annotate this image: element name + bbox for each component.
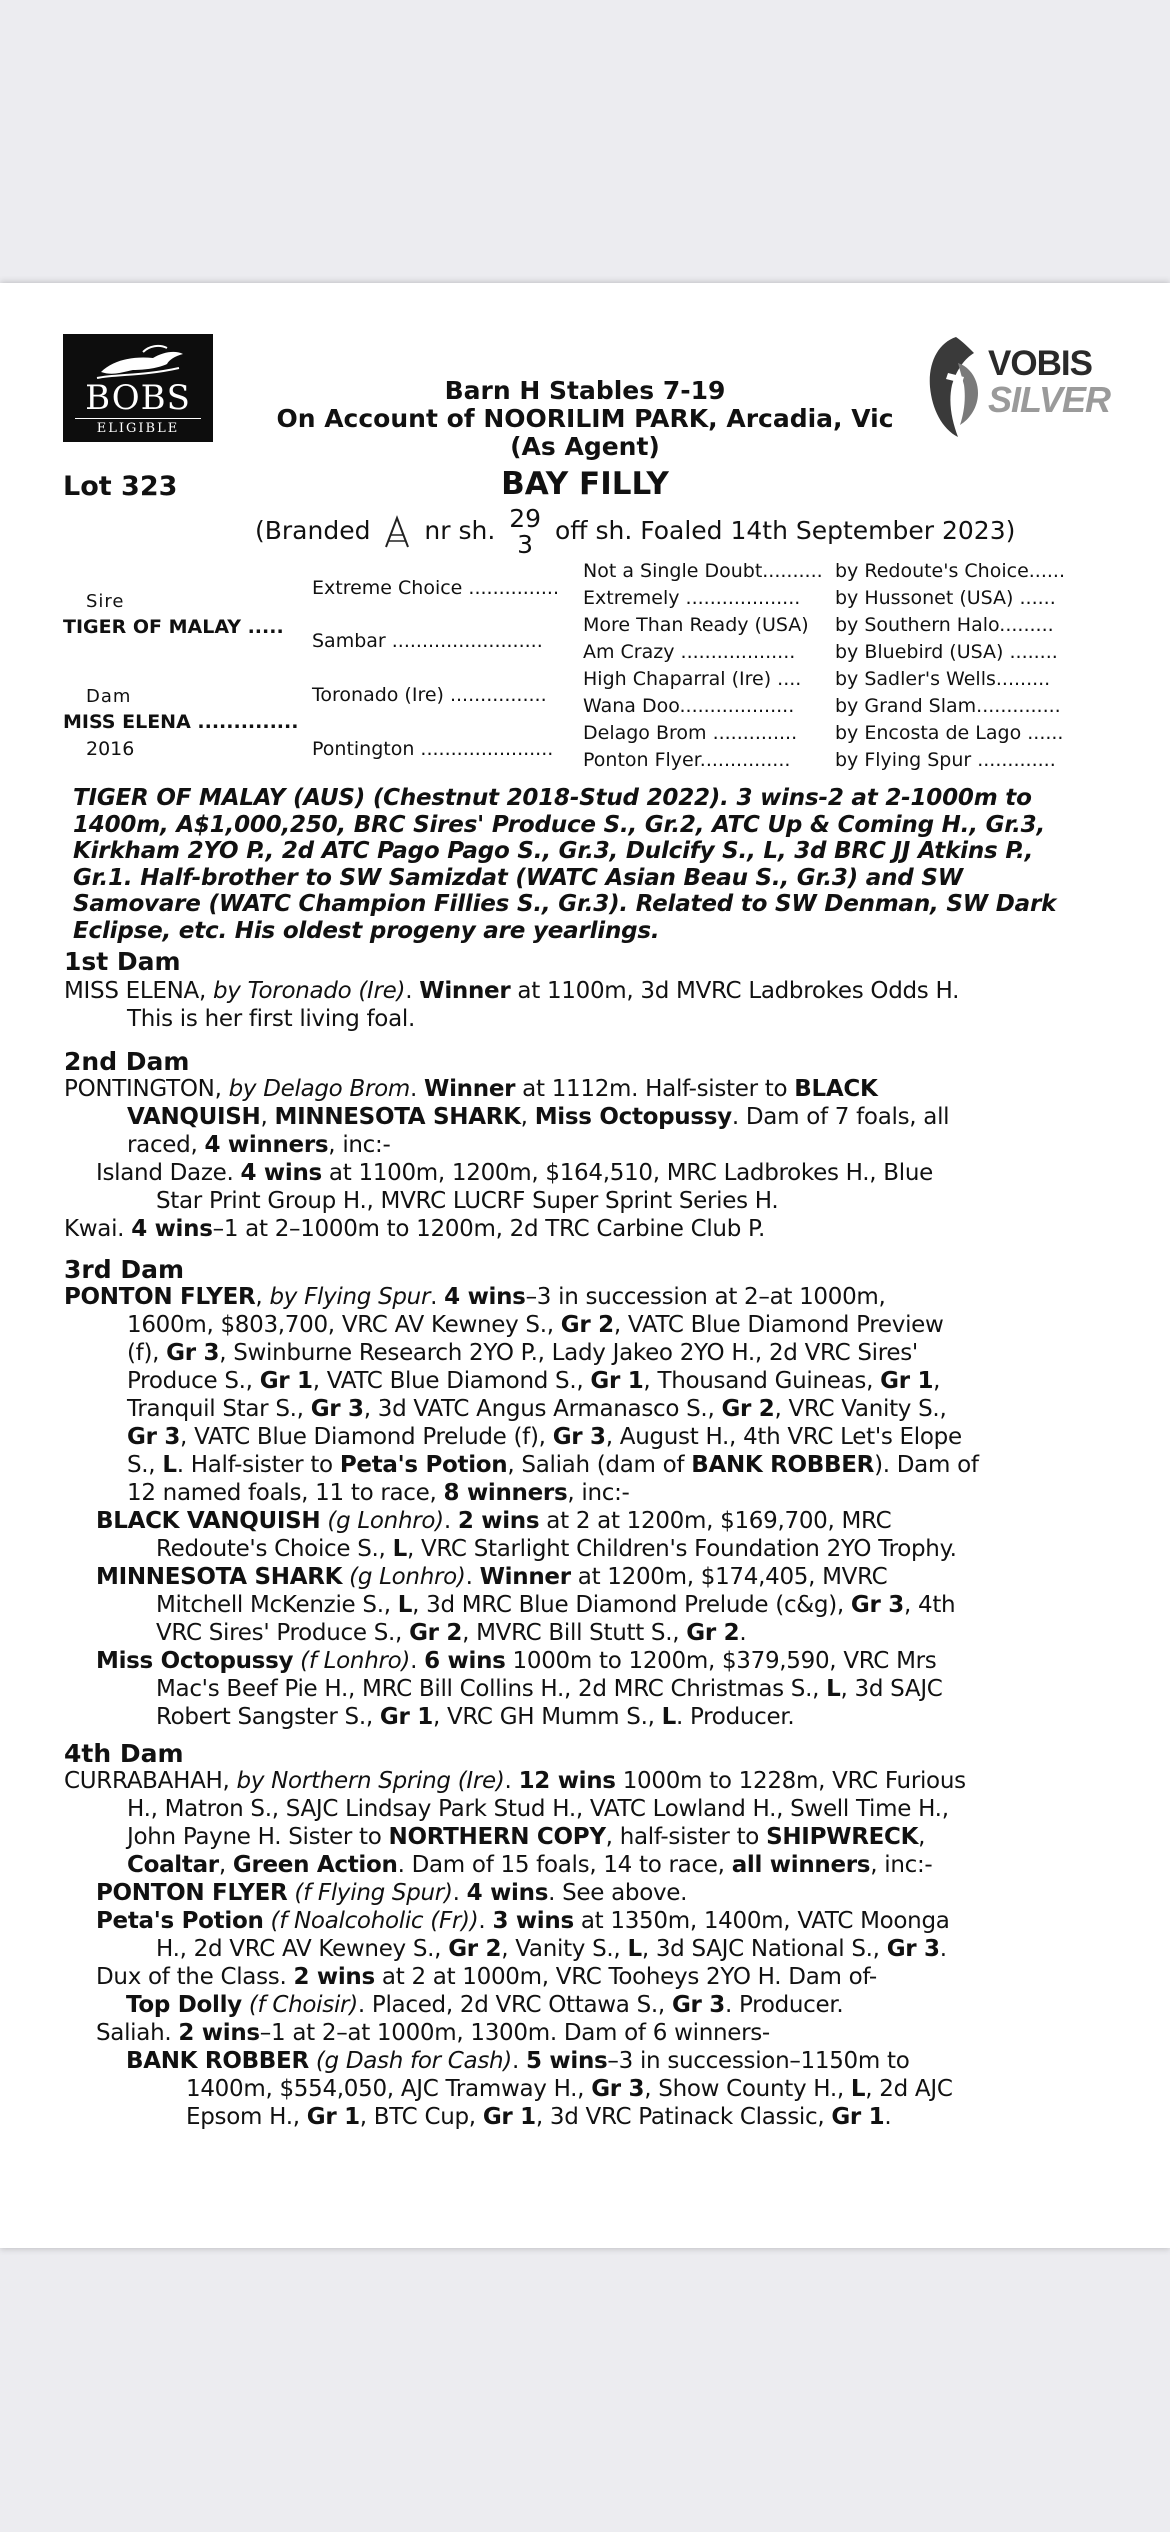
sire-name: TIGER OF MALAY ..... <box>63 616 284 638</box>
pedigree-by-7: by Encosta de Lago ...... <box>835 722 1064 744</box>
section-1st-dam: 1st Dam <box>64 947 181 976</box>
first-dam-text: MISS ELENA, by Toronado (Ire). Winner at 1100m, 3d MVRC Ladbrokes Odds H. This is her first living foal. <box>64 978 960 1032</box>
bobs-logo-subtext: ELIGIBLE <box>75 418 201 436</box>
pedigree-ggs-3: More Than Ready (USA) <box>583 614 809 636</box>
pedigree-by-6: by Grand Slam.............. <box>835 695 1061 717</box>
lot-number: Lot 323 <box>63 471 178 502</box>
petas-potion-entry: Peta's Potion (f Noalcoholic (Fr)). 3 wins at 1350m, 1400m, VATC Moonga H., 2d VRC AV Kewney S., Gr 2, Vanity S., L, 3d SAJC National S., Gr 3. <box>96 1908 950 1962</box>
pedigree-by-3: by Southern Halo......... <box>835 614 1054 636</box>
miss-octopussy-entry: Miss Octopussy (f Lonhro). 6 wins 1000m to 1200m, $379,590, VRC Mrs Mac's Beef Pie H., MRC Bill Collins H., 2d MRC Christmas S., L, 3d SAJC Robert Sangster S., Gr 1, VRC GH Mumm S., L. Producer. <box>96 1648 943 1730</box>
pedigree-gs-1: Extreme Choice ............... <box>312 577 559 599</box>
pedigree-gs-2: Sambar ......................... <box>312 630 543 652</box>
ponton-flyer-entry: PONTON FLYER (f Flying Spur). 4 wins. See above. <box>96 1880 688 1906</box>
pedigree-gs-3: Toronado (Ire) ................ <box>312 684 547 706</box>
top-dolly-entry: Top Dolly (f Choisir). Placed, 2d VRC Ottawa S., Gr 3. Producer. <box>126 1992 844 2018</box>
horse-title: BAY FILLY <box>501 466 669 502</box>
fourth-dam-text: CURRABAHAH, by Northern Spring (Ire). 12 wins 1000m to 1228m, VRC Furious H., Matron S., SAJC Lindsay Park Stud H., VATC Lowland H., Swell Time H., John Payne H. Sister to NORTHERN COPY, half-sister to SHIPWRECK, Coaltar, Green Action. Dam of 15 foals, 14 to race, all winners, inc:- <box>64 1768 966 1878</box>
pedigree-ggs-4: Am Crazy ................... <box>583 641 796 663</box>
dux-of-the-class-entry: Dux of the Class. 2 wins at 2 at 1000m, VRC Tooheys 2YO H. Dam of- <box>96 1964 877 1990</box>
pedigree-ggs-5: High Chaparral (Ire) .... <box>583 668 802 690</box>
dam-label: Dam <box>86 686 132 707</box>
pedigree-ggs-6: Wana Doo................... <box>583 695 795 717</box>
branding-suffix: off sh. Foaled 14th September 2023) <box>554 516 1016 545</box>
pedigree-ggs-1: Not a Single Doubt.......... <box>583 560 823 582</box>
bank-robber-entry: BANK ROBBER (g Dash for Cash). 5 wins–3 in succession–1150m to 1400m, $554,050, AJC Tramway H., Gr 3, Show County H., L, 2d AJC Epsom H., Gr 1, BTC Cup, Gr 1, 3d VRC Patinack Classic, Gr 1. <box>126 2048 953 2130</box>
saliah-entry: Saliah. 2 wins–1 at 2–at 1000m, 1300m. Dam of 6 winners- <box>96 2020 770 2046</box>
summary-line: Samovare (WATC Champion Fillies S., Gr.3). Related to SW Denman, SW Dark <box>73 891 1057 917</box>
summary-line: Eclipse, etc. His oldest progeny are yearlings. <box>73 917 660 944</box>
pedigree-by-1: by Redoute's Choice...... <box>835 560 1065 582</box>
branding-number <box>509 506 541 558</box>
branding-num-top: 29 <box>509 504 542 533</box>
vobis-logo-text: VOBIS <box>988 344 1092 383</box>
pedigree-by-2: by Hussonet (USA) ...... <box>835 587 1056 609</box>
silver-logo-text: SILVER <box>988 379 1111 420</box>
section-3rd-dam: 3rd Dam <box>64 1255 184 1284</box>
branding-line <box>255 503 1015 559</box>
section-4th-dam: 4th Dam <box>64 1739 184 1768</box>
sire-label: Sire <box>86 591 125 612</box>
header-agent: (As Agent) <box>510 432 660 461</box>
summary-line: Kirkham 2YO P., 2d ATC Pago Pago S., Gr.3, Dulcify S., L, 3d BRC JJ Atkins P., <box>73 838 1034 864</box>
pedigree-gs-4: Pontington ...................... <box>312 738 554 760</box>
section-2nd-dam: 2nd Dam <box>64 1047 190 1076</box>
summary-line: Gr.1. Half-brother to SW Samizdat (WATC Asian Beau S., Gr.3) and SW <box>73 864 963 891</box>
kwai-entry: Kwai. 4 wins–1 at 2–1000m to 1200m, 2d TRC Carbine Club P. <box>64 1216 766 1242</box>
black-vanquish-entry: BLACK VANQUISH (g Lonhro). 2 wins at 2 at 1200m, $169,700, MRC Redoute's Choice S., L, VRC Starlight Children's Foundation 2YO Trophy. <box>96 1508 957 1562</box>
sire-summary <box>73 785 1078 944</box>
pedigree-ggs-7: Delago Brom .............. <box>583 722 798 744</box>
branding-num-bottom: 3 <box>517 530 534 559</box>
header-account: On Account of NOORILIM PARK, Arcadia, Vic <box>276 404 894 433</box>
pedigree-by-4: by Bluebird (USA) ........ <box>835 641 1058 663</box>
dam-foaled-year: 2016 <box>86 738 135 760</box>
summary-line: TIGER OF MALAY (AUS) (Chestnut 2018-Stud 2022). 3 wins-2 at 2-1000m to <box>73 785 1032 811</box>
second-dam-text: PONTINGTON, by Delago Brom. Winner at 1112m. Half-sister to BLACK VANQUISH, MINNESOTA SHARK, Miss Octopussy. Dam of 7 foals, all raced, 4 winners, inc:- <box>64 1076 950 1158</box>
third-dam-text: PONTON FLYER, by Flying Spur. 4 wins–3 in succession at 2–at 1000m, 1600m, $803,700, VRC AV Kewney S., Gr 2, VATC Blue Diamond Preview (f), Gr 3, Swinburne Research 2YO P., Lady Jakeo 2YO H., 2d VRC Sires' Produce S., Gr 1, VATC Blue Diamond S., Gr 1, Thousand Guineas, Gr 1, Tranquil Star S., Gr 3, 3d VATC Angus Armanasco S., Gr 2, VRC Vanity S., Gr 3, VATC Blue Diamond Prelude (f), Gr 3, August H., 4th VRC Let's Elope S., L. Half-sister to Peta's Potion, Saliah (dam of BANK ROBBER). Dam of 12 named foals, 11 to race, 8 winners, inc:- <box>64 1284 979 1506</box>
header-stables: Barn H Stables 7-19 <box>444 376 726 405</box>
branding-mid: nr sh. <box>424 516 496 545</box>
pedigree-ggs-2: Extremely ................... <box>583 587 801 609</box>
brand-mark-icon <box>382 515 412 549</box>
pedigree-ggs-8: Ponton Flyer............... <box>583 749 791 771</box>
dam-name: MISS ELENA .............. <box>63 711 299 733</box>
pedigree-by-5: by Sadler's Wells......... <box>835 668 1051 690</box>
catalogue-page <box>0 283 1170 2248</box>
summary-line: 1400m, A$1,000,250, BRC Sires' Produce S., Gr.2, ATC Up & Coming H., Gr.3, <box>73 811 1045 838</box>
bobs-logo-text: BOBS <box>85 378 191 418</box>
minnesota-shark-entry: MINNESOTA SHARK (g Lonhro). Winner at 1200m, $174,405, MVRC Mitchell McKenzie S., L, 3d MRC Blue Diamond Prelude (c&g), Gr 3, 4th VRC Sires' Produce S., Gr 2, MVRC Bill Stutt S., Gr 2. <box>96 1564 956 1646</box>
pedigree-by-8: by Flying Spur ............. <box>835 749 1056 771</box>
branding-prefix: (Branded <box>255 516 371 545</box>
island-daze-entry: Island Daze. 4 wins at 1100m, 1200m, $164,510, MRC Ladbrokes H., Blue Star Print Group H., MVRC LUCRF Super Sprint Series H. <box>96 1160 933 1214</box>
